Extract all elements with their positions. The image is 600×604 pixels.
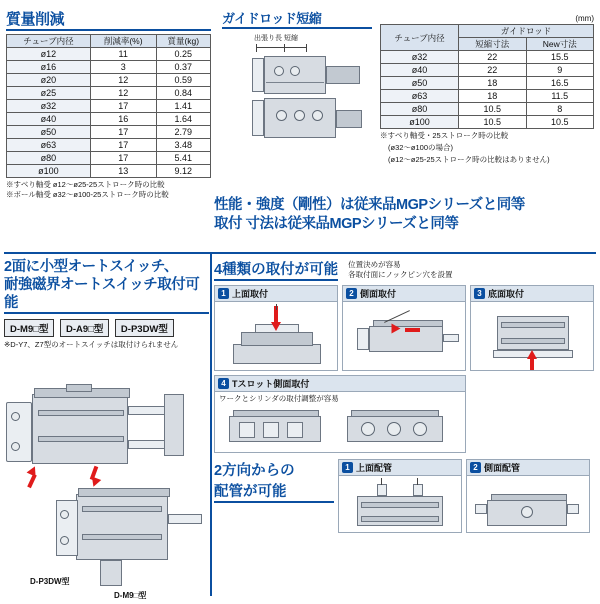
table-row [7, 126, 211, 139]
banner-line-1: 性能・強度（剛性）は従来品MGPシリーズと同等 [214, 197, 525, 213]
cell-reduction: 17 [90, 139, 156, 152]
p1-port-1 [377, 484, 387, 496]
cell-reduction: 3 [90, 61, 156, 74]
table-row [381, 64, 594, 77]
mount-card-4 [214, 375, 466, 453]
guide-lower-hole-2 [294, 110, 305, 121]
p1-rail-2 [361, 516, 439, 522]
card-number-badge: 1 [218, 288, 229, 299]
cyl2-body [76, 494, 168, 560]
table-row [7, 100, 211, 113]
mounting-subnote-1: 位置決めが容易 [348, 260, 401, 269]
cell-reduction: 17 [90, 152, 156, 165]
cell-reduction: 13 [90, 165, 156, 178]
c1-center-line [276, 304, 277, 310]
col-header-reduction: 削減率(%) [90, 35, 156, 48]
cyl2-rod [168, 514, 202, 524]
guide-protrusion-label: 出張り長 短縮 [254, 35, 298, 42]
cell-bore: ø12 [7, 48, 91, 61]
mount-card-4-header [214, 375, 466, 391]
cell-bore: ø63 [7, 139, 91, 152]
switch-note: ※D-Y7、Z7型のオートスイッチは取付けられません [4, 340, 179, 349]
dim-tick-right [306, 44, 307, 52]
cell-mass: 2.79 [156, 126, 210, 139]
mounting-section [214, 258, 596, 596]
cell-new: 11.5 [526, 90, 594, 103]
cell-short: 22 [459, 64, 527, 77]
table-row [7, 61, 211, 74]
card-number-badge: 4 [218, 378, 229, 389]
col-header-mass: 質量(kg) [156, 35, 210, 48]
cell-short: 18 [459, 90, 527, 103]
cyl1-groove-1 [38, 410, 124, 416]
cell-new: 8 [526, 103, 594, 116]
callout-arrow-upper-stem [27, 474, 37, 488]
cell-short: 18 [459, 77, 527, 90]
c4-hole-2 [387, 422, 401, 436]
cell-mass: 0.37 [156, 61, 210, 74]
cell-reduction: 12 [90, 74, 156, 87]
cyl2-groove-2 [82, 534, 162, 540]
mounting-subnote [348, 260, 452, 281]
mass-reduction-title: 質量削減 [6, 8, 211, 31]
unit-label: (mm) [575, 14, 594, 23]
cyl1-end-plate [6, 402, 32, 462]
c2-bolt-rod [405, 328, 420, 332]
cell-short: 22 [459, 51, 527, 64]
switch-model-chips [4, 319, 209, 337]
chip-d-a9[interactable]: D-A9□型 [60, 319, 109, 337]
mass-note-2: ※ボール軸受 ø32～ø100-25ストローク時の比較 [6, 190, 169, 199]
c1-body [241, 332, 313, 346]
cell-bore: ø63 [381, 90, 459, 103]
piping-title-2: 配管が可能 [214, 480, 334, 503]
cell-bore: ø25 [7, 87, 91, 100]
divider-vertical-mid [210, 254, 212, 596]
mounting-subnote-2: 各取付面にノックピン穴を設置 [348, 269, 453, 279]
c4-slot-1 [239, 422, 255, 438]
cyl2-hole-b [60, 536, 69, 545]
cell-new: 10.5 [526, 116, 594, 129]
c4-hole-1 [361, 422, 375, 436]
guide-rod-title: ガイドロッド短縮 [222, 8, 372, 29]
piping-card-2-header [466, 459, 590, 475]
mass-reduction-section [6, 8, 211, 200]
cell-bore: ø50 [7, 126, 91, 139]
cell-mass: 3.48 [156, 139, 210, 152]
guide-lower-hole-3 [312, 110, 323, 121]
mount-card-2 [342, 285, 466, 371]
mount-card-4-drawing [214, 391, 466, 453]
table-row [381, 90, 594, 103]
cell-bore: ø32 [381, 51, 459, 64]
c2-left [357, 328, 369, 350]
card-number-badge: 2 [346, 288, 357, 299]
p1-port-line-1 [381, 478, 382, 485]
performance-banner [214, 196, 596, 234]
p2-port-right [567, 504, 579, 514]
mount-card-2-drawing [342, 301, 466, 371]
c3-rail-2 [501, 338, 565, 344]
cyl2-top-rail [78, 488, 170, 497]
dim-line [256, 47, 306, 48]
mount-card-4-note: ワークとシリンダの取付調整が容易 [219, 394, 339, 403]
cell-bore: ø100 [381, 116, 459, 129]
cell-mass: 9.12 [156, 165, 210, 178]
p2-top [491, 494, 567, 501]
c4-top-left [233, 410, 319, 417]
tube-note-3: (ø12～ø25-25ストローク時の比較はありません) [388, 155, 550, 164]
col-header-short: 短縮寸法 [459, 38, 527, 51]
c2-bolt-arrow [392, 324, 401, 334]
piping-card-1-header [338, 459, 462, 475]
col-header-new: New寸法 [526, 38, 594, 51]
tube-note-2: (ø32～ø100の場合) [388, 143, 454, 152]
p2-hole [521, 506, 533, 518]
tube-note-1: ※すべり軸受・25ストローク時の比較 [380, 131, 509, 140]
guide-lower-hole-1 [276, 110, 287, 121]
c4-slot-3 [287, 422, 303, 438]
divider-horizontal-top [4, 252, 596, 254]
piping-card-1-drawing [338, 475, 462, 533]
cyl2-groove-1 [82, 506, 162, 512]
cyl1-hole-a [11, 412, 20, 421]
c4-slot-2 [263, 422, 279, 438]
col-header-bore: チューブ内径 [7, 35, 91, 48]
p2-port-left [475, 504, 487, 514]
col-header-bore: チューブ内径 [381, 25, 459, 51]
guide-upper-line [266, 82, 324, 83]
chip-d-p3dw[interactable]: D-P3DW型 [115, 319, 174, 337]
guide-lower-rod [336, 110, 362, 128]
mounting-title: 4種類の取付が可能 [214, 258, 338, 281]
table-row [7, 74, 211, 87]
c3-rail-1 [501, 322, 565, 328]
cell-reduction: 17 [90, 100, 156, 113]
mount-card-1-header [214, 285, 338, 301]
card-number-badge: 2 [470, 462, 481, 473]
caption-d-m9: D-M9□型 [114, 591, 147, 600]
cell-reduction: 12 [90, 87, 156, 100]
guide-upper-rod [326, 66, 360, 84]
guide-rod-section [222, 8, 372, 142]
table-row [7, 48, 211, 61]
guide-lower-plate [252, 100, 264, 136]
cell-bore: ø32 [7, 100, 91, 113]
piping-title-block [214, 459, 334, 503]
cyl2-hole-a [60, 510, 69, 519]
dim-tick-left [256, 44, 257, 52]
cell-bore: ø16 [7, 61, 91, 74]
auto-switch-title-2: 耐強磁界オートスイッチ取付可能 [4, 276, 209, 314]
switch-drawing [4, 354, 209, 604]
mass-reduction-table [6, 34, 211, 178]
guide-upper-hole-1 [274, 66, 284, 76]
banner-line-2: 取付 寸法は従来品MGPシリーズと同等 [214, 216, 459, 232]
table-row [7, 113, 211, 126]
caption-d-p3dw: D-P3DW型 [30, 577, 70, 586]
table-row [381, 51, 594, 64]
table-row [381, 116, 594, 129]
cell-bore: ø40 [381, 64, 459, 77]
cyl1-groove-2 [38, 436, 124, 442]
auto-switch-section [4, 258, 209, 600]
c4-hole-3 [413, 422, 427, 436]
p1-port-2 [413, 484, 423, 496]
c1-base [233, 344, 321, 364]
guide-upper-hole-2 [290, 66, 300, 76]
table-row [381, 103, 594, 116]
mount-card-1-label: 上面取付 [232, 289, 269, 299]
chip-d-m9[interactable]: D-M9□型 [4, 319, 54, 337]
table-header-row [381, 25, 594, 38]
cell-mass: 0.59 [156, 74, 210, 87]
cell-bore: ø40 [7, 113, 91, 126]
cell-short: 10.5 [459, 116, 527, 129]
mount-card-3-header [470, 285, 594, 301]
cell-bore: ø80 [381, 103, 459, 116]
cyl1-switch [66, 384, 92, 392]
mount-card-4-label: Tスロット側面取付 [232, 379, 310, 389]
cell-mass: 1.41 [156, 100, 210, 113]
guide-upper-plate [252, 58, 264, 92]
mount-card-1-drawing [214, 301, 338, 371]
table-row [7, 165, 211, 178]
guide-rod-table [380, 24, 594, 129]
card-number-badge: 3 [474, 288, 485, 299]
mass-note-1: ※すべり軸受 ø12～ø25-25ストローク時の比較 [6, 180, 165, 189]
mount-card-3-label: 底面取付 [488, 289, 525, 299]
c3-bolt-arrow [527, 350, 537, 359]
guide-rod-drawing [222, 44, 372, 142]
card-number-badge: 1 [342, 462, 353, 473]
c1-bolt-arrow [271, 322, 281, 331]
dim-tick-mid [284, 44, 285, 52]
cell-reduction: 17 [90, 126, 156, 139]
table-row [7, 87, 211, 100]
cyl1-far-plate [164, 394, 184, 456]
cyl2-left-plate [56, 500, 78, 556]
mount-card-2-header [342, 285, 466, 301]
p1-rail-1 [361, 502, 439, 508]
table-row [381, 77, 594, 90]
piping-card-2-drawing [466, 475, 590, 533]
cell-new: 9 [526, 64, 594, 77]
piping-title-1: 2方向からの [214, 463, 295, 479]
piping-card-1 [338, 459, 462, 533]
piping-card-1-label: 上面配管 [356, 463, 393, 473]
cell-reduction: 11 [90, 48, 156, 61]
cell-bore: ø80 [7, 152, 91, 165]
mount-card-1 [214, 285, 338, 371]
cell-mass: 5.41 [156, 152, 210, 165]
cell-new: 16.5 [526, 77, 594, 90]
cell-bore: ø50 [381, 77, 459, 90]
cell-mass: 0.84 [156, 87, 210, 100]
cyl1-hole-b [11, 442, 20, 451]
c4-top-right [351, 410, 439, 417]
cell-mass: 1.64 [156, 113, 210, 126]
cell-mass: 0.25 [156, 48, 210, 61]
table-header-row [7, 35, 211, 48]
guide-rod-table-section [380, 14, 594, 165]
c3-bolt-rod [530, 358, 534, 370]
auto-switch-title-1: 2面に小型オートスイッチ、 [4, 259, 178, 275]
cell-bore: ø100 [7, 165, 91, 178]
piping-card-2 [466, 459, 590, 533]
cyl1-body [32, 394, 128, 464]
cell-new: 15.5 [526, 51, 594, 64]
mount-card-3-drawing [470, 301, 594, 371]
table-row [7, 139, 211, 152]
mount-card-2-label: 側面取付 [360, 289, 397, 299]
piping-card-2-label: 側面配管 [484, 463, 521, 473]
cell-reduction: 16 [90, 113, 156, 126]
cell-bore: ø20 [7, 74, 91, 87]
cyl2-switch [100, 560, 122, 586]
p1-port-line-2 [417, 478, 418, 485]
table-row [7, 152, 211, 165]
mount-card-3 [470, 285, 594, 371]
col-header-group: ガイドロッド [459, 25, 594, 38]
c2-right-rod [443, 334, 459, 342]
cell-short: 10.5 [459, 103, 527, 116]
